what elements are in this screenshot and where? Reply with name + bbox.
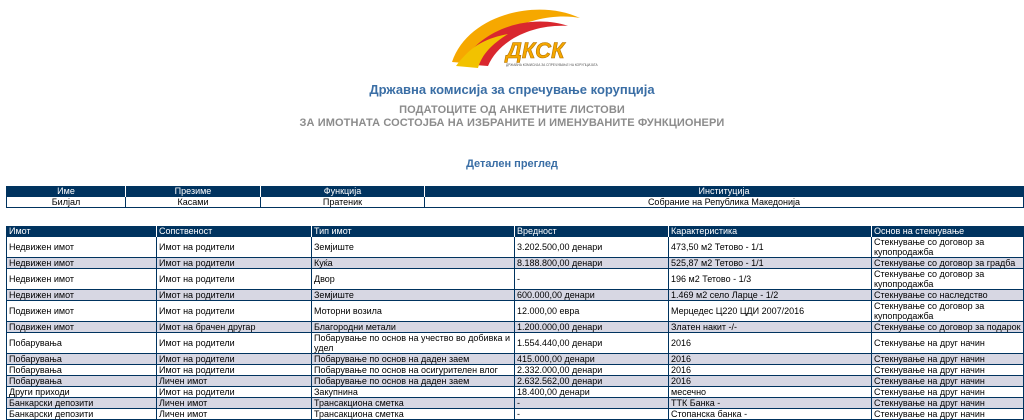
- cell-characteristic: 2016: [669, 365, 872, 376]
- header-value: Вредност: [515, 227, 669, 237]
- subtitle-line-2: ЗА ИМОТНАТА СОСТОЈБА НА ИЗБРАНИТЕ И ИМЕНУВАНИТЕ ФУНКЦИОНЕРИ: [299, 117, 725, 129]
- header-surname: Презиме: [126, 187, 261, 197]
- logo-small-text: ДРЖАВНА КОМИСИЈА ЗА СПРЕЧУВАЊЕ НА КОРУПЦИЈАТА: [506, 63, 598, 67]
- table-row: [7, 258, 1024, 269]
- official-function: Пратеник: [261, 197, 425, 208]
- cell-acquisition-basis: Стекнување со договор за купопродажба: [872, 301, 1024, 322]
- cell-asset: Банкарски депозити: [7, 398, 157, 409]
- cell-asset: Банкарски депозити: [7, 409, 157, 420]
- official-info-header-row: [7, 187, 1024, 197]
- cell-value: 3.202.500,00 денари: [515, 237, 669, 258]
- cell-characteristic: месечно: [669, 387, 872, 398]
- header-institution: Институција: [425, 187, 1024, 197]
- cell-asset: Недвижен имот: [7, 237, 157, 258]
- official-info-table: [6, 186, 1024, 208]
- cell-acquisition-basis: Стекнување со договор за градба: [872, 258, 1024, 269]
- table-row: [7, 290, 1024, 301]
- cell-acquisition-basis: Стекнување со договор за купопродажба: [872, 269, 1024, 290]
- table-row: [7, 365, 1024, 376]
- cell-acquisition-basis: Стекнување на друг начин: [872, 376, 1024, 387]
- cell-ownership: Имот на родители: [157, 365, 312, 376]
- cell-asset: Недвижен имот: [7, 290, 157, 301]
- cell-asset-type: Моторни возила: [312, 301, 515, 322]
- table-row: [7, 376, 1024, 387]
- cell-acquisition-basis: Стекнување на друг начин: [872, 387, 1024, 398]
- logo-text: ДКСК: [506, 38, 565, 63]
- table-row: [7, 322, 1024, 333]
- official-surname: Касами: [126, 197, 261, 208]
- cell-ownership: Личен имот: [157, 376, 312, 387]
- official-institution: Собрание на Република Македонија: [425, 197, 1024, 208]
- header-acquisition-basis: Основ на стекнување: [872, 227, 1024, 237]
- cell-ownership: Имот на родители: [157, 269, 312, 290]
- cell-asset-type: Земјиште: [312, 237, 515, 258]
- cell-value: 600.000,00 денари: [515, 290, 669, 301]
- cell-characteristic: ТТК Банка -: [669, 398, 872, 409]
- cell-acquisition-basis: Стекнување на друг начин: [872, 398, 1024, 409]
- assets-header-row: [7, 227, 1024, 237]
- cell-ownership: Личен имот: [157, 409, 312, 420]
- table-row: [7, 333, 1024, 354]
- cell-asset-type: Земјиште: [312, 290, 515, 301]
- cell-ownership: Имот на родители: [157, 354, 312, 365]
- cell-acquisition-basis: Стекнување со договор за подарок: [872, 322, 1024, 333]
- cell-characteristic: 196 м2 Тетово - 1/3: [669, 269, 872, 290]
- subtitle-line-1: ПОДАТОЦИТЕ ОД АНКЕТНИТЕ ЛИСТОВИ: [399, 104, 625, 116]
- page-title: Државна комисија за спречување корупција: [369, 82, 655, 97]
- cell-asset: Други приходи: [7, 387, 157, 398]
- cell-value: 2.632.562,00 денари: [515, 376, 669, 387]
- header-asset-type: Тип имот: [312, 227, 515, 237]
- cell-asset-type: Куќа: [312, 258, 515, 269]
- cell-characteristic: 2016: [669, 333, 872, 354]
- header-asset: Имот: [7, 227, 157, 237]
- cell-characteristic: 2016: [669, 376, 872, 387]
- cell-value: -: [515, 269, 669, 290]
- cell-asset: Побарувања: [7, 354, 157, 365]
- cell-acquisition-basis: Стекнување на друг начин: [872, 365, 1024, 376]
- cell-asset-type: Закупнина: [312, 387, 515, 398]
- cell-asset-type: Благородни метали: [312, 322, 515, 333]
- cell-acquisition-basis: Стекнување со договор за купопродажба: [872, 237, 1024, 258]
- cell-characteristic: 473,50 м2 Тетово - 1/1: [669, 237, 872, 258]
- cell-asset-type: Побарување по основ на даден заем: [312, 376, 515, 387]
- cell-value: 1.554.440,00 денари: [515, 333, 669, 354]
- cell-asset: Побарувања: [7, 333, 157, 354]
- table-row: [7, 301, 1024, 322]
- table-row: [7, 237, 1024, 258]
- cell-characteristic: 1.469 м2 село Ларце - 1/2: [669, 290, 872, 301]
- cell-ownership: Имот на родители: [157, 387, 312, 398]
- cell-asset: Подвижен имот: [7, 301, 157, 322]
- cell-value: 415.000,00 денари: [515, 354, 669, 365]
- header-characteristic: Карактеристика: [669, 227, 872, 237]
- cell-ownership: Имот на родители: [157, 301, 312, 322]
- cell-ownership: Имот на родители: [157, 258, 312, 269]
- cell-asset-type: Трансакциона сметка: [312, 398, 515, 409]
- cell-characteristic: Мерцедес Ц220 ЦДИ 2007/2016: [669, 301, 872, 322]
- assets-table: [6, 226, 1024, 420]
- cell-acquisition-basis: Стекнување на друг начин: [872, 354, 1024, 365]
- cell-characteristic: 525,87 м2 Тетово - 1/1: [669, 258, 872, 269]
- cell-asset-type: Побарување по основ на даден заем: [312, 354, 515, 365]
- cell-ownership: Имот на родители: [157, 237, 312, 258]
- dksk-logo: [448, 4, 598, 78]
- cell-asset: Недвижен имот: [7, 269, 157, 290]
- table-row: [7, 269, 1024, 290]
- header-name: Име: [7, 187, 126, 197]
- cell-characteristic: 2016: [669, 354, 872, 365]
- cell-value: 2.332.000,00 денари: [515, 365, 669, 376]
- cell-asset-type: Двор: [312, 269, 515, 290]
- section-heading: Детален преглед: [466, 158, 558, 170]
- table-row: [7, 398, 1024, 409]
- cell-acquisition-basis: Стекнување со наследство: [872, 290, 1024, 301]
- cell-value: 1.200.000,00 денари: [515, 322, 669, 333]
- cell-value: 12.000,00 евра: [515, 301, 669, 322]
- cell-ownership: Имот на родители: [157, 333, 312, 354]
- cell-asset: Недвижен имот: [7, 258, 157, 269]
- official-name: Билјал: [7, 197, 126, 208]
- cell-acquisition-basis: Стекнување на друг начин: [872, 333, 1024, 354]
- cell-characteristic: Златен накит -/-: [669, 322, 872, 333]
- cell-asset-type: Побарување по основ на учество во добивка и удел: [312, 333, 515, 354]
- cell-asset-type: Побарување по основ на осигурителен влог: [312, 365, 515, 376]
- cell-value: 18.400,00 денари: [515, 387, 669, 398]
- cell-value: -: [515, 409, 669, 420]
- cell-asset: Подвижен имот: [7, 322, 157, 333]
- cell-ownership: Имот на брачен другар: [157, 322, 312, 333]
- table-row: [7, 409, 1024, 420]
- cell-ownership: Имот на родители: [157, 290, 312, 301]
- cell-asset: Побарувања: [7, 376, 157, 387]
- table-row: [7, 354, 1024, 365]
- cell-acquisition-basis: Стекнување на друг начин: [872, 409, 1024, 420]
- cell-characteristic: Стопанска банка -: [669, 409, 872, 420]
- cell-value: -: [515, 398, 669, 409]
- cell-asset: Побарувања: [7, 365, 157, 376]
- cell-value: 8.188.800,00 денари: [515, 258, 669, 269]
- header-ownership: Сопственост: [157, 227, 312, 237]
- cell-asset-type: Трансакциона сметка: [312, 409, 515, 420]
- cell-ownership: Личен имот: [157, 398, 312, 409]
- header-function: Функција: [261, 187, 425, 197]
- table-row: [7, 387, 1024, 398]
- official-info-row: [7, 197, 1024, 208]
